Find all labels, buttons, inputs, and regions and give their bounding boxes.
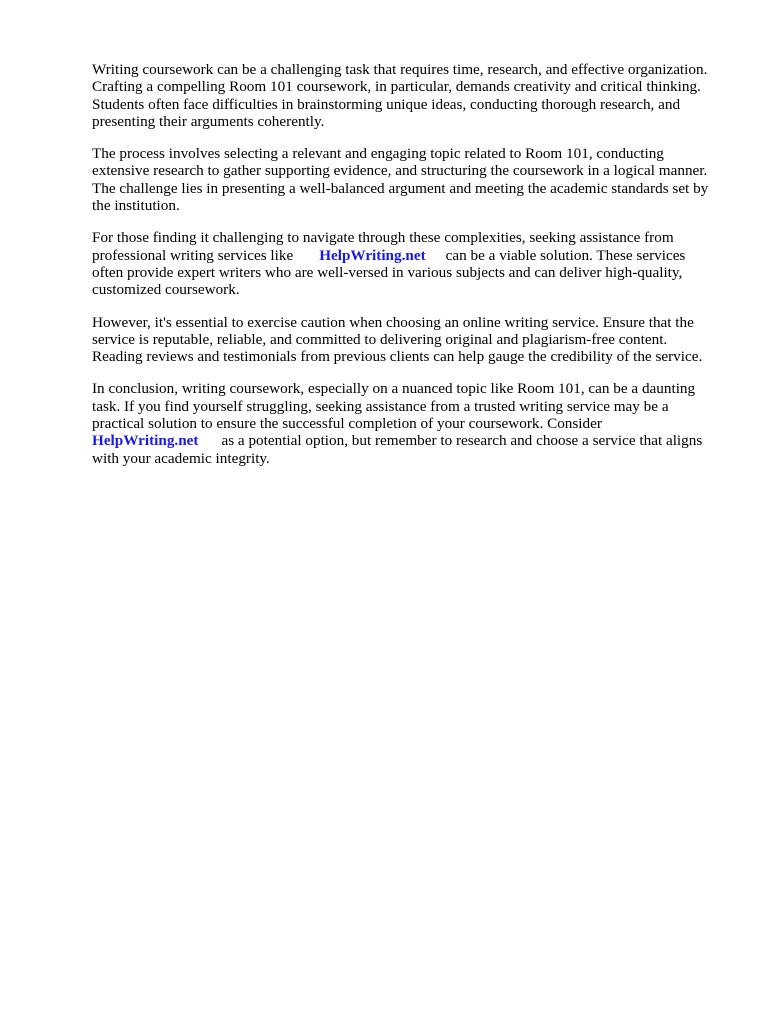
text-line: often provide expert writers who are well-versed in various subjects and can deliver high-quality, bbox=[92, 263, 683, 281]
paragraph-process bbox=[92, 145, 728, 214]
document-body bbox=[92, 61, 728, 482]
text-line: practical solution to ensure the successful completion of your coursework. Consider bbox=[92, 415, 602, 433]
text-line: Writing coursework can be a challenging task that requires time, research, and effective organization. bbox=[92, 61, 708, 78]
text-line: The process involves selecting a relevant and engaging topic related to Room 101, conducting bbox=[92, 145, 664, 163]
text-line: Crafting a compelling Room 101 coursework, in particular, demands creativity and critical thinking. bbox=[92, 78, 701, 96]
text-segment: can be a viable solution. These services bbox=[445, 246, 686, 264]
helpwriting-link[interactable]: HelpWriting.net bbox=[319, 246, 426, 264]
paragraph-assistance bbox=[92, 229, 728, 298]
text-line: task. If you find yourself struggling, seeking assistance from a trusted writing service may be a bbox=[92, 397, 669, 415]
helpwriting-link[interactable]: HelpWriting.net bbox=[92, 432, 199, 450]
text-segment: professional writing services like bbox=[92, 246, 294, 264]
text-line: The challenge lies in presenting a well-balanced argument and meeting the academic standards set by bbox=[92, 179, 709, 197]
text-line: customized coursework. bbox=[92, 281, 240, 299]
paragraph-conclusion bbox=[92, 380, 728, 466]
text-line: Students often face difficulties in brainstorming unique ideas, conducting thorough research, and bbox=[92, 95, 681, 113]
text-line: with your academic integrity. bbox=[92, 449, 270, 467]
paragraph-intro bbox=[92, 61, 728, 130]
text-line: service is reputable, reliable, and committed to delivering original and plagiarism-free content. bbox=[92, 330, 668, 348]
text-line: However, it's essential to exercise caution when choosing an online writing service. Ensure that the bbox=[92, 313, 694, 331]
text-line: extensive research to gather supporting evidence, and structuring the coursework in a logical manner. bbox=[92, 162, 708, 180]
text-line-with-link bbox=[92, 247, 728, 264]
text-line-with-link bbox=[92, 432, 728, 449]
text-line: For those finding it challenging to navigate through these complexities, seeking assistance from bbox=[92, 229, 674, 247]
text-segment: as a potential option, but remember to research and choose a service that aligns bbox=[221, 432, 703, 450]
text-line: presenting their arguments coherently. bbox=[92, 112, 325, 130]
text-line: the institution. bbox=[92, 197, 180, 215]
paragraph-caution bbox=[92, 314, 728, 366]
text-line: In conclusion, writing coursework, especially on a nuanced topic like Room 101, can be a daunting bbox=[92, 380, 696, 398]
text-line: Reading reviews and testimonials from previous clients can help gauge the credibility of the service. bbox=[92, 348, 703, 366]
